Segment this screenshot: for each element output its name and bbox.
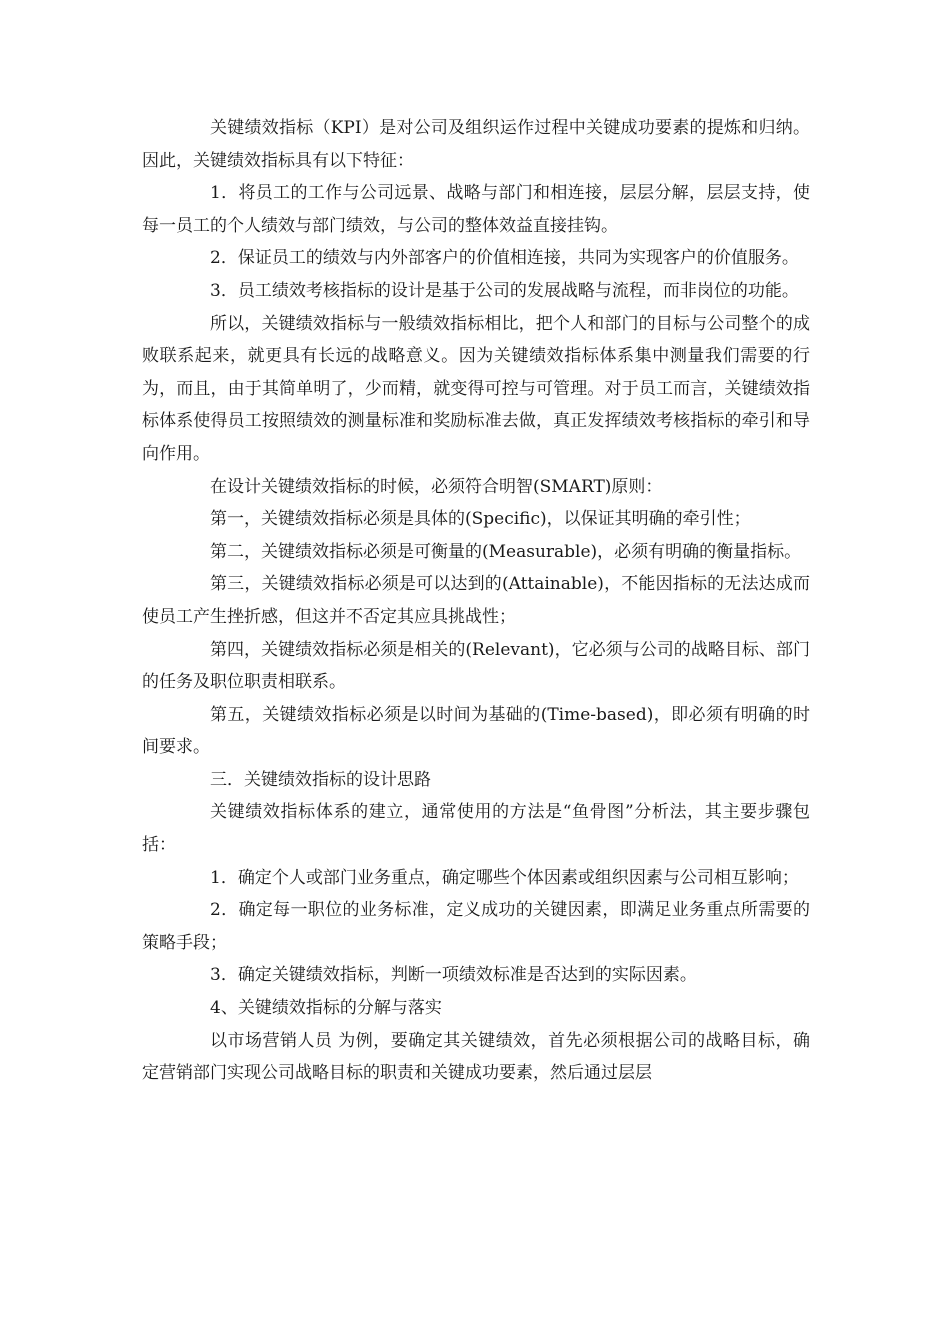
smart-specific: 第一，关键绩效指标必须是具体的(Specific)，以保证其明确的牵引性；	[210, 509, 751, 530]
smart-measurable: 第二，关键绩效指标必须是可衡量的(Measurable)，必须有明确的衡量指标。	[210, 541, 802, 562]
feature-item-2: 2．保证员工的绩效与内外部客户的价值相连接，共同为实现客户的价值服务。	[210, 248, 799, 269]
feature-item-1: 1．将员工的工作与公司远景、战略与部门和相连接，层层分解，层层支持，使每一员工的个人绩效与部门绩效，与公司的整体效益直接挂钩。	[142, 183, 810, 236]
step-item-2: 2．确定每一职位的业务标准，定义成功的关键因素，即满足业务重点所需要的策略手段；	[142, 900, 810, 953]
smart-attainable: 第三，关键绩效指标必须是可以达到的(Attainable)，不能因指标的无法达成而使员工产生挫折感，但这并不否定其应具挑战性；	[142, 574, 810, 627]
smart-relevant: 第四，关键绩效指标必须是相关的(Relevant)，它必须与公司的战略目标、部门的任务及职位职责相联系。	[142, 639, 810, 693]
kpi-significance-paragraph: 所以，关键绩效指标与一般绩效指标相比，把个人和部门的目标与公司整个的成败联系起来，就更具有长远的战略意义。因为关键绩效指标体系集中测量我们需要的行为，而且，由于其简单明了，少而精，就变得可控与可管理。对于员工而言，关键绩效指标体系使得员工按照绩效的测量标准和奖励标准去做，真正发挥绩效考核指标的牵引和导向作用。	[142, 313, 810, 464]
smart-time-based: 第五，关键绩效指标必须是以时间为基础的(Time-based)，即必须有明确的时间要求。	[142, 704, 810, 758]
feature-item-3: 3．员工绩效考核指标的设计是基于公司的发展战略与流程，而非岗位的功能。	[210, 280, 799, 301]
kpi-definition-paragraph: 关键绩效指标（KPI）是对公司及组织运作过程中关键成功要素的提炼和归纳。因此，关键绩效指标具有以下特征：	[142, 118, 810, 171]
step-item-3: 3．确定关键绩效指标，判断一项绩效标准是否达到的实际因素。	[210, 965, 697, 986]
marketing-example-paragraph: 以市场营销人员 为例，要确定其关键绩效，首先必须根据公司的战略目标，确定营销部门实现公司战略目标的职责和关键成功要素，然后通过层层	[142, 1030, 810, 1084]
smart-principle-intro: 在设计关键绩效指标的时候，必须符合明智(SMART)原则：	[210, 476, 663, 497]
fishbone-method-paragraph: 关键绩效指标体系的建立，通常使用的方法是“鱼骨图”分析法，其主要步骤包括：	[142, 802, 810, 856]
section-heading-design-approach: 三．关键绩效指标的设计思路	[210, 769, 431, 790]
section-heading-decomposition: 4、关键绩效指标的分解与落实	[210, 998, 442, 1019]
document-body	[142, 112, 810, 1090]
step-item-1: 1．确定个人或部门业务重点，确定哪些个体因素或组织因素与公司相互影响；	[210, 867, 799, 888]
